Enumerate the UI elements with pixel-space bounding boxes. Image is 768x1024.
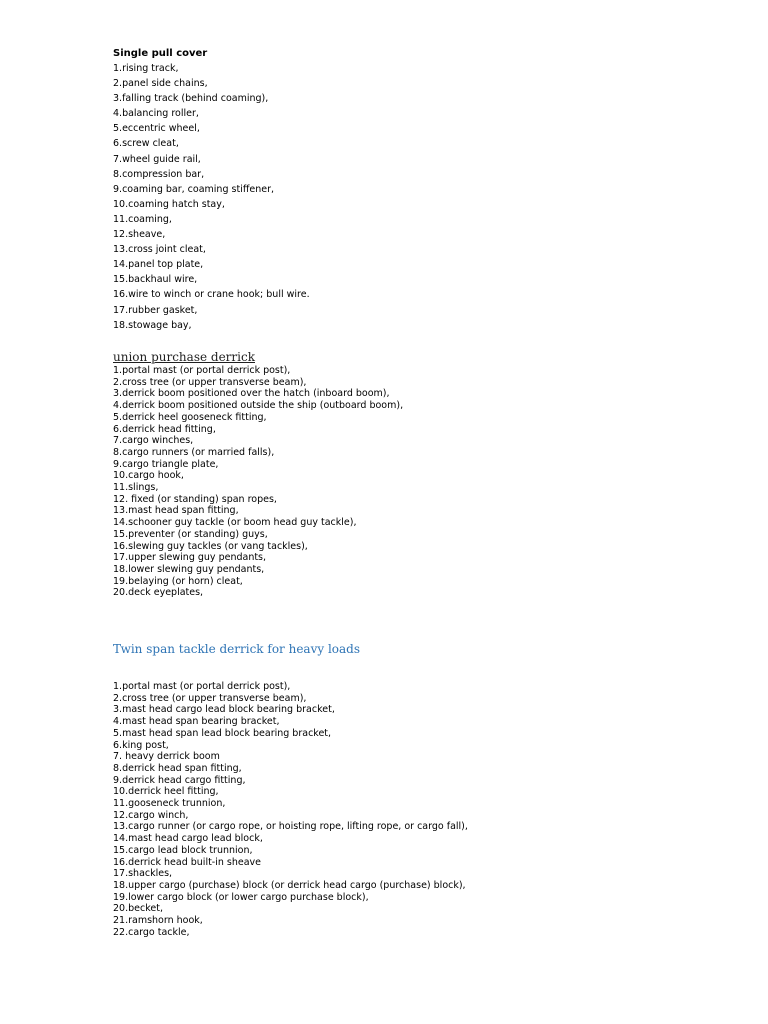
list-item: 13.cargo runner (or cargo rope, or hoisting rope, lifting rope, or cargo fall), <box>113 821 468 833</box>
list-item: 11.gooseneck trunnion, <box>113 798 226 810</box>
list-item: 2.panel side chains, <box>113 78 208 90</box>
list-item: 12.cargo winch, <box>113 809 189 821</box>
list-item: 3.derrick boom positioned over the hatch (inboard boom), <box>113 388 390 400</box>
list-item: 9.cargo triangle plate, <box>113 458 219 470</box>
list-item: 20.deck eyeplates, <box>113 587 204 599</box>
section-single-pull-cover <box>113 46 310 333</box>
list-item: 7.cargo winches, <box>113 435 194 447</box>
list-item: 5.eccentric wheel, <box>113 123 200 135</box>
list-item: 16.derrick head built-in sheave <box>113 856 262 868</box>
list-item: 14.mast head cargo lead block, <box>113 833 263 845</box>
list-item: 7.wheel guide rail, <box>113 153 201 165</box>
list-item: 6.derrick head fitting, <box>113 423 216 435</box>
list-item: 19.lower cargo block (or lower cargo purchase block), <box>113 891 369 903</box>
section-title: Single pull cover <box>113 48 208 59</box>
list-item: 15.backhaul wire, <box>113 274 198 286</box>
section-title: Twin span tackle derrick for heavy loads <box>113 642 361 656</box>
list-item: 15.cargo lead block trunnion, <box>113 844 253 856</box>
list-item: 14.schooner guy tackle (or boom head guy tackle), <box>113 517 357 529</box>
list-item: 10.cargo hook, <box>113 470 184 482</box>
list-item: 14.panel top plate, <box>113 259 204 271</box>
list-item: 2.cross tree (or upper transverse beam), <box>113 692 307 704</box>
list-item: 10.coaming hatch stay, <box>113 198 225 210</box>
list-item: 13.mast head span fitting, <box>113 505 239 517</box>
list-item: 9.derrick head cargo fitting, <box>113 774 246 786</box>
list-item: 18.stowage bay, <box>113 319 192 331</box>
list-item: 4.balancing roller, <box>113 108 199 120</box>
list-item: 1.portal mast (or portal derrick post), <box>113 365 291 376</box>
list-item: 15.preventer (or standing) guys, <box>113 528 268 540</box>
list-item: 4.mast head span bearing bracket, <box>113 716 280 728</box>
item-list <box>113 365 403 599</box>
list-item: 3.mast head cargo lead block bearing bracket, <box>113 704 335 716</box>
list-item: 2.cross tree (or upper transverse beam), <box>113 376 307 388</box>
item-list <box>113 61 310 333</box>
list-item: 18.lower slewing guy pendants, <box>113 563 265 575</box>
list-item: 17.shackles, <box>113 868 173 880</box>
list-item: 20.becket, <box>113 903 163 915</box>
list-item: 7. heavy derrick boom <box>113 751 220 763</box>
list-item: 6.screw cleat, <box>113 138 179 150</box>
list-item: 12. fixed (or standing) span ropes, <box>113 493 277 505</box>
list-item: 19.belaying (or horn) cleat, <box>113 575 243 587</box>
list-item: 16.slewing guy tackles (or vang tackles), <box>113 540 308 552</box>
item-list <box>113 681 468 938</box>
section-title: union purchase derrick <box>113 350 255 364</box>
list-item: 3.falling track (behind coaming), <box>113 93 269 105</box>
list-item: 8.derrick head span fitting, <box>113 762 242 774</box>
list-item: 1.portal mast (or portal derrick post), <box>113 681 291 692</box>
list-item: 8.compression bar, <box>113 168 205 180</box>
section-union-purchase-derrick <box>113 349 403 599</box>
list-item: 4.derrick boom positioned outside the ship (outboard boom), <box>113 400 404 412</box>
list-item: 10.derrick heel fitting, <box>113 786 219 798</box>
list-item: 6.king post, <box>113 739 169 751</box>
list-item: 21.ramshorn hook, <box>113 915 203 927</box>
spacer <box>113 657 468 681</box>
list-item: 17.upper slewing guy pendants, <box>113 552 267 564</box>
list-item: 13.cross joint cleat, <box>113 244 206 256</box>
list-item: 17.rubber gasket, <box>113 304 198 316</box>
list-item: 22.cargo tackle, <box>113 926 190 938</box>
list-item: 9.coaming bar, coaming stiffener, <box>113 183 274 195</box>
list-item: 5.derrick heel gooseneck fitting, <box>113 411 267 423</box>
list-item: 11.coaming, <box>113 213 172 225</box>
list-item: 8.cargo runners (or married falls), <box>113 446 275 458</box>
section-twin-span-tackle-derrick <box>113 641 468 938</box>
list-item: 11.slings, <box>113 482 159 494</box>
list-item: 1.rising track, <box>113 63 179 74</box>
list-item: 18.upper cargo (purchase) block (or derrick head cargo (purchase) block), <box>113 879 466 891</box>
list-item: 5.mast head span lead block bearing bracket, <box>113 727 332 739</box>
list-item: 12.sheave, <box>113 229 166 241</box>
list-item: 16.wire to winch or crane hook; bull wire. <box>113 289 310 301</box>
